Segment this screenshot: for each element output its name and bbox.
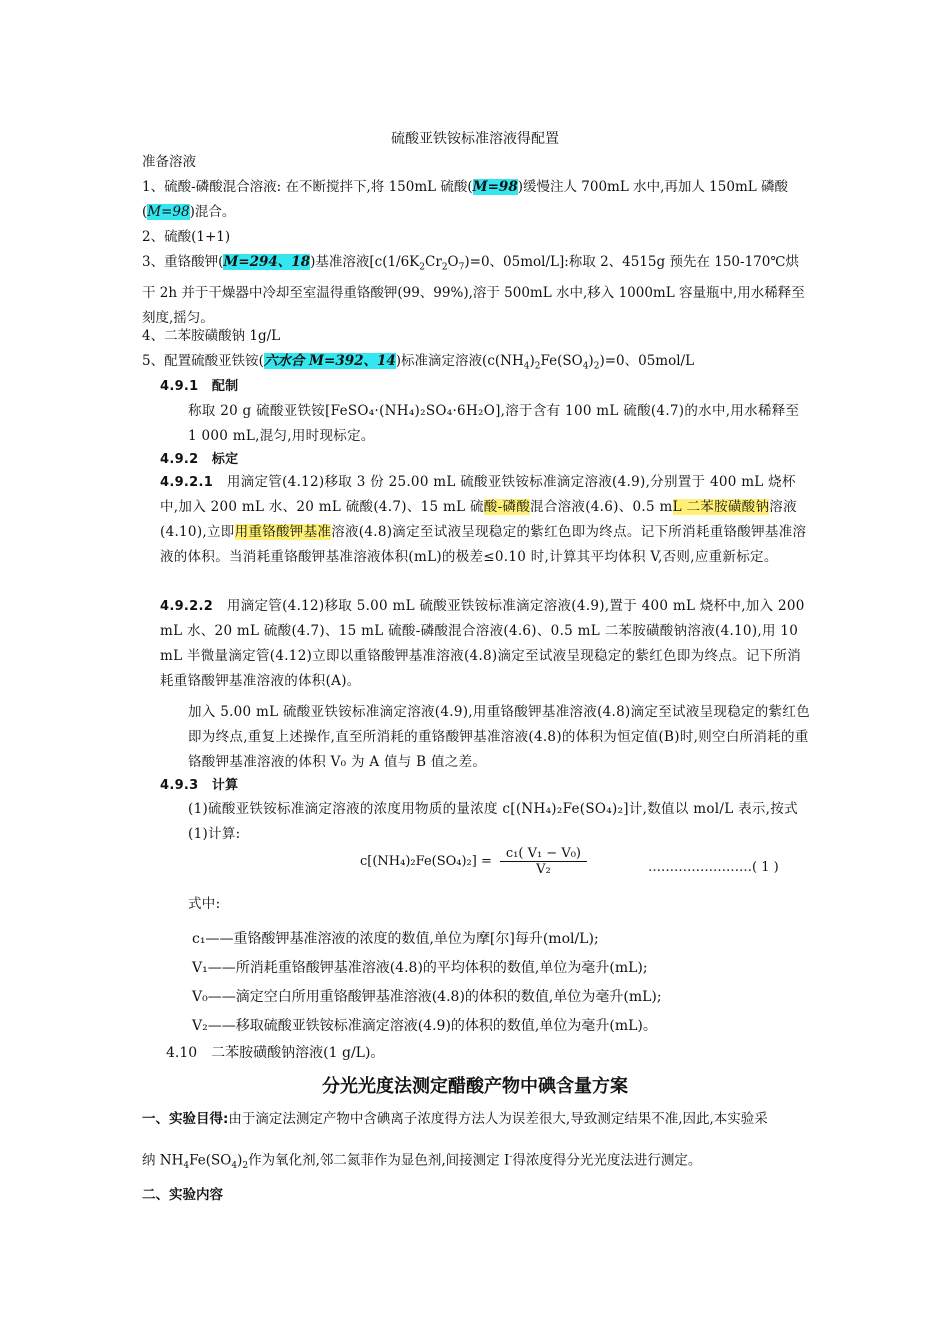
subscript: 4 xyxy=(183,1161,190,1172)
text-run: ( xyxy=(142,204,148,220)
variable-definition: V₁——所消耗重铬酸钾基准溶液(4.8)的平均体积的数值,单位为毫升(mL); xyxy=(192,960,648,976)
aim-label: 一、实验目得: xyxy=(142,1111,229,1127)
text-run: )缓慢注人 700mL 水中,再加人 150mL 磷酸 xyxy=(517,179,789,195)
text-run: 混合溶液(4.6)、0.5 m xyxy=(530,499,673,515)
highlight-molar-mass: M=294、18 xyxy=(223,254,311,270)
blank-titration-paragraph: 加入 5.00 mL 硫酸亚铁铵标准滴定溶液(4.9),用重铬酸钾基准溶液(4.8)滴定至试液呈现稳定的紫红色即为终点,重复上述操作,直至所消耗的重铬酸钾基准溶液(4.8)的体积为恒定值(B)时,则空白所消耗的重铬酸钾基准溶液的体积 V₀ 为 A 值与 B 值之差。 xyxy=(188,704,810,770)
subscript: 4 xyxy=(231,1161,238,1172)
prep-item-2: 2、硫酸(1+1) xyxy=(142,229,231,245)
text-run: )=0、05mol/L]:称取 2、4515g 预先在 150-170℃烘干 2h 并于干燥器中冷却至室温得重铬酸钾(99、99%),溶于 500mL 水中,移入 1000mL 容量瓶中,用水稀释至刻度,摇匀。 xyxy=(142,254,805,326)
superscript: - xyxy=(509,1152,513,1162)
formula-denominator: V₂ xyxy=(536,862,551,877)
text-run: 溶液(4.10),立即 xyxy=(160,499,797,540)
text-run: 3、重铬酸钾( xyxy=(142,254,224,270)
where-label: 式中: xyxy=(188,896,221,912)
text-run: ) xyxy=(588,353,594,369)
highlight-molar-mass: M=98 xyxy=(147,204,190,220)
section-heading: 4.9.2 标定 xyxy=(160,452,239,467)
section-heading: 4.9.3 计算 xyxy=(160,778,239,793)
text-run: 由于滴定法测定产物中含碘离子浓度得方法人为误差很大,导致测定结果不准,因此,本实验采 xyxy=(228,1111,768,1127)
formula-numerator: c₁( V₁ − V₀) xyxy=(500,846,587,862)
text-run: )标准滴定溶液(c(NH xyxy=(395,353,524,369)
highlight-molar-mass: 六水合 M=392、14 xyxy=(263,353,396,369)
text-run: 作为氧化剂,邻二氮菲作为显色剂,间接测定 I xyxy=(248,1152,510,1169)
variable-definition: V₂——移取硫酸亚铁铵标准滴定溶液(4.9)的体积的数值,单位为毫升(mL)。 xyxy=(192,1018,657,1034)
document-title: 硫酸亚铁铵标准溶液得配置 xyxy=(391,131,559,147)
subscript: 2 xyxy=(534,361,541,372)
text-run: )混合。 xyxy=(189,204,236,220)
subscript: 4 xyxy=(582,361,589,372)
subscript: 2 xyxy=(441,262,448,273)
text-run: 用滴定管(4.12)移取 3 份 25.00 mL 硫酸亚铁铵标准滴定溶液(4.9),分别置于 400 mL 烧杯中,加入 200 mL 水、20 mL 硫酸(4.7)、15 mL 硫 xyxy=(160,474,796,515)
subscript: 2 xyxy=(593,361,600,372)
text-run: ) xyxy=(529,353,535,369)
concentration-formula xyxy=(360,846,587,877)
text-run: 溶液(4.8)滴定至试液呈现稳定的紫红色即为终点。记下所消耗重铬酸钾基准溶液的体积。当消耗重铬酸钾基准溶液体积(mL)的极差≤0.10 时,计算其平均体积 V,否则,应重新标定。 xyxy=(160,524,807,565)
text-run: 1、硫酸-磷酸混合溶液: 在不断搅拌下,将 150mL 硫酸( xyxy=(142,179,473,195)
text-run: 得浓度得分光光度法进行测定。 xyxy=(512,1152,702,1169)
text-run: ) xyxy=(237,1152,243,1169)
equation-number: ……………………( 1 ) xyxy=(648,860,779,875)
text-run: 纳 NH xyxy=(142,1152,184,1169)
section-4-9-1-heading xyxy=(160,374,810,399)
text-run: )=0、05mol/L xyxy=(599,353,695,369)
section-4-9-2-2 xyxy=(160,594,810,694)
prep-heading: 准备溶液 xyxy=(142,154,196,170)
variable-definition: V₀——滴定空白所用重铬酸钾基准溶液(4.8)的体积的数值,单位为毫升(mL); xyxy=(192,989,662,1005)
highlight-yellow: 用重铬酸钾基准 xyxy=(234,524,332,540)
highlight-molar-mass: M=98 xyxy=(472,179,518,195)
experiment-content-label: 二、实验内容 xyxy=(142,1187,223,1203)
subscript: 2 xyxy=(242,1161,249,1172)
highlight-yellow: L 二苯胺磺酸钠 xyxy=(672,499,770,515)
experiment-aim-line-2 xyxy=(142,1144,810,1179)
prep-item-4: 4、二苯胺磺酸钠 1g/L xyxy=(142,328,281,344)
subscript: 4 xyxy=(523,361,530,372)
subscript: 2 xyxy=(419,262,426,273)
section-number: 4.9.2.1 xyxy=(160,475,214,490)
section-4-9-2-1 xyxy=(160,470,810,570)
section-4-9-3-text: (1)硫酸亚铁铵标准滴定溶液的浓度用物质的量浓度 c[(NH₄)₂Fe(SO₄)₂]计,数值以 mol/L 表示,按式(1)计算: xyxy=(188,801,798,842)
variable-definition: c₁——重铬酸钾基准溶液的浓度的数值,单位为摩[尔]每升(mol/L); xyxy=(192,931,599,947)
experiment-aim-line-1 xyxy=(142,1106,810,1132)
text-run: Fe(SO xyxy=(189,1152,232,1169)
text-run: )基准溶液[c(1/6K xyxy=(310,254,420,270)
text-run: 5、配置硫酸亚铁铵( xyxy=(142,353,264,369)
prep-item-1 xyxy=(142,175,810,225)
highlight-yellow: 酸-磷酸 xyxy=(483,499,531,515)
section-4-9-3-heading xyxy=(160,773,810,798)
subscript: 7 xyxy=(458,262,465,273)
section-heading: 4.9.1 配制 xyxy=(160,379,239,394)
text-run: 用滴定管(4.12)移取 5.00 mL 硫酸亚铁铵标准滴定溶液(4.9),置于 400 mL 烧杯中,加入 200 mL 水、20 mL 硫酸(4.7)、15 mL 硫酸-磷酸混合溶液(4.6)、0.5 mL 二苯胺磺酸钠溶液(4.10),用 10 mL 半微量滴定管(4.12)立即以重铬酸钾基准溶液(4.8)滴定至试液呈现稳定的紫红色即为终点。记下所消耗重铬酸钾基准溶液的体积(A)。 xyxy=(160,598,805,689)
section-number: 4.9.2.2 xyxy=(160,599,214,614)
section-4-10: 4.10 二苯胺磺酸钠溶液(1 g/L)。 xyxy=(166,1045,385,1061)
prep-item-3 xyxy=(142,250,810,331)
section-4-9-2-heading xyxy=(160,447,810,472)
text-run: Fe(SO xyxy=(540,353,583,369)
formula-lhs: c[(NH₄)₂Fe(SO₄)₂] = xyxy=(360,854,492,869)
text-run: Cr xyxy=(425,254,442,270)
section-4-9-1-text: 称取 20 g 硫酸亚铁铵[FeSO₄·(NH₄)₂SO₄·6H₂O],溶于含有 100 mL 硫酸(4.7)的水中,用水稀释至 1 000 mL,混匀,用时现标定。 xyxy=(188,403,800,444)
formula-fraction xyxy=(500,846,587,877)
text-run: O xyxy=(447,254,459,270)
plan-title: 分光光度法测定醋酸产物中碘含量方案 xyxy=(322,1076,628,1097)
